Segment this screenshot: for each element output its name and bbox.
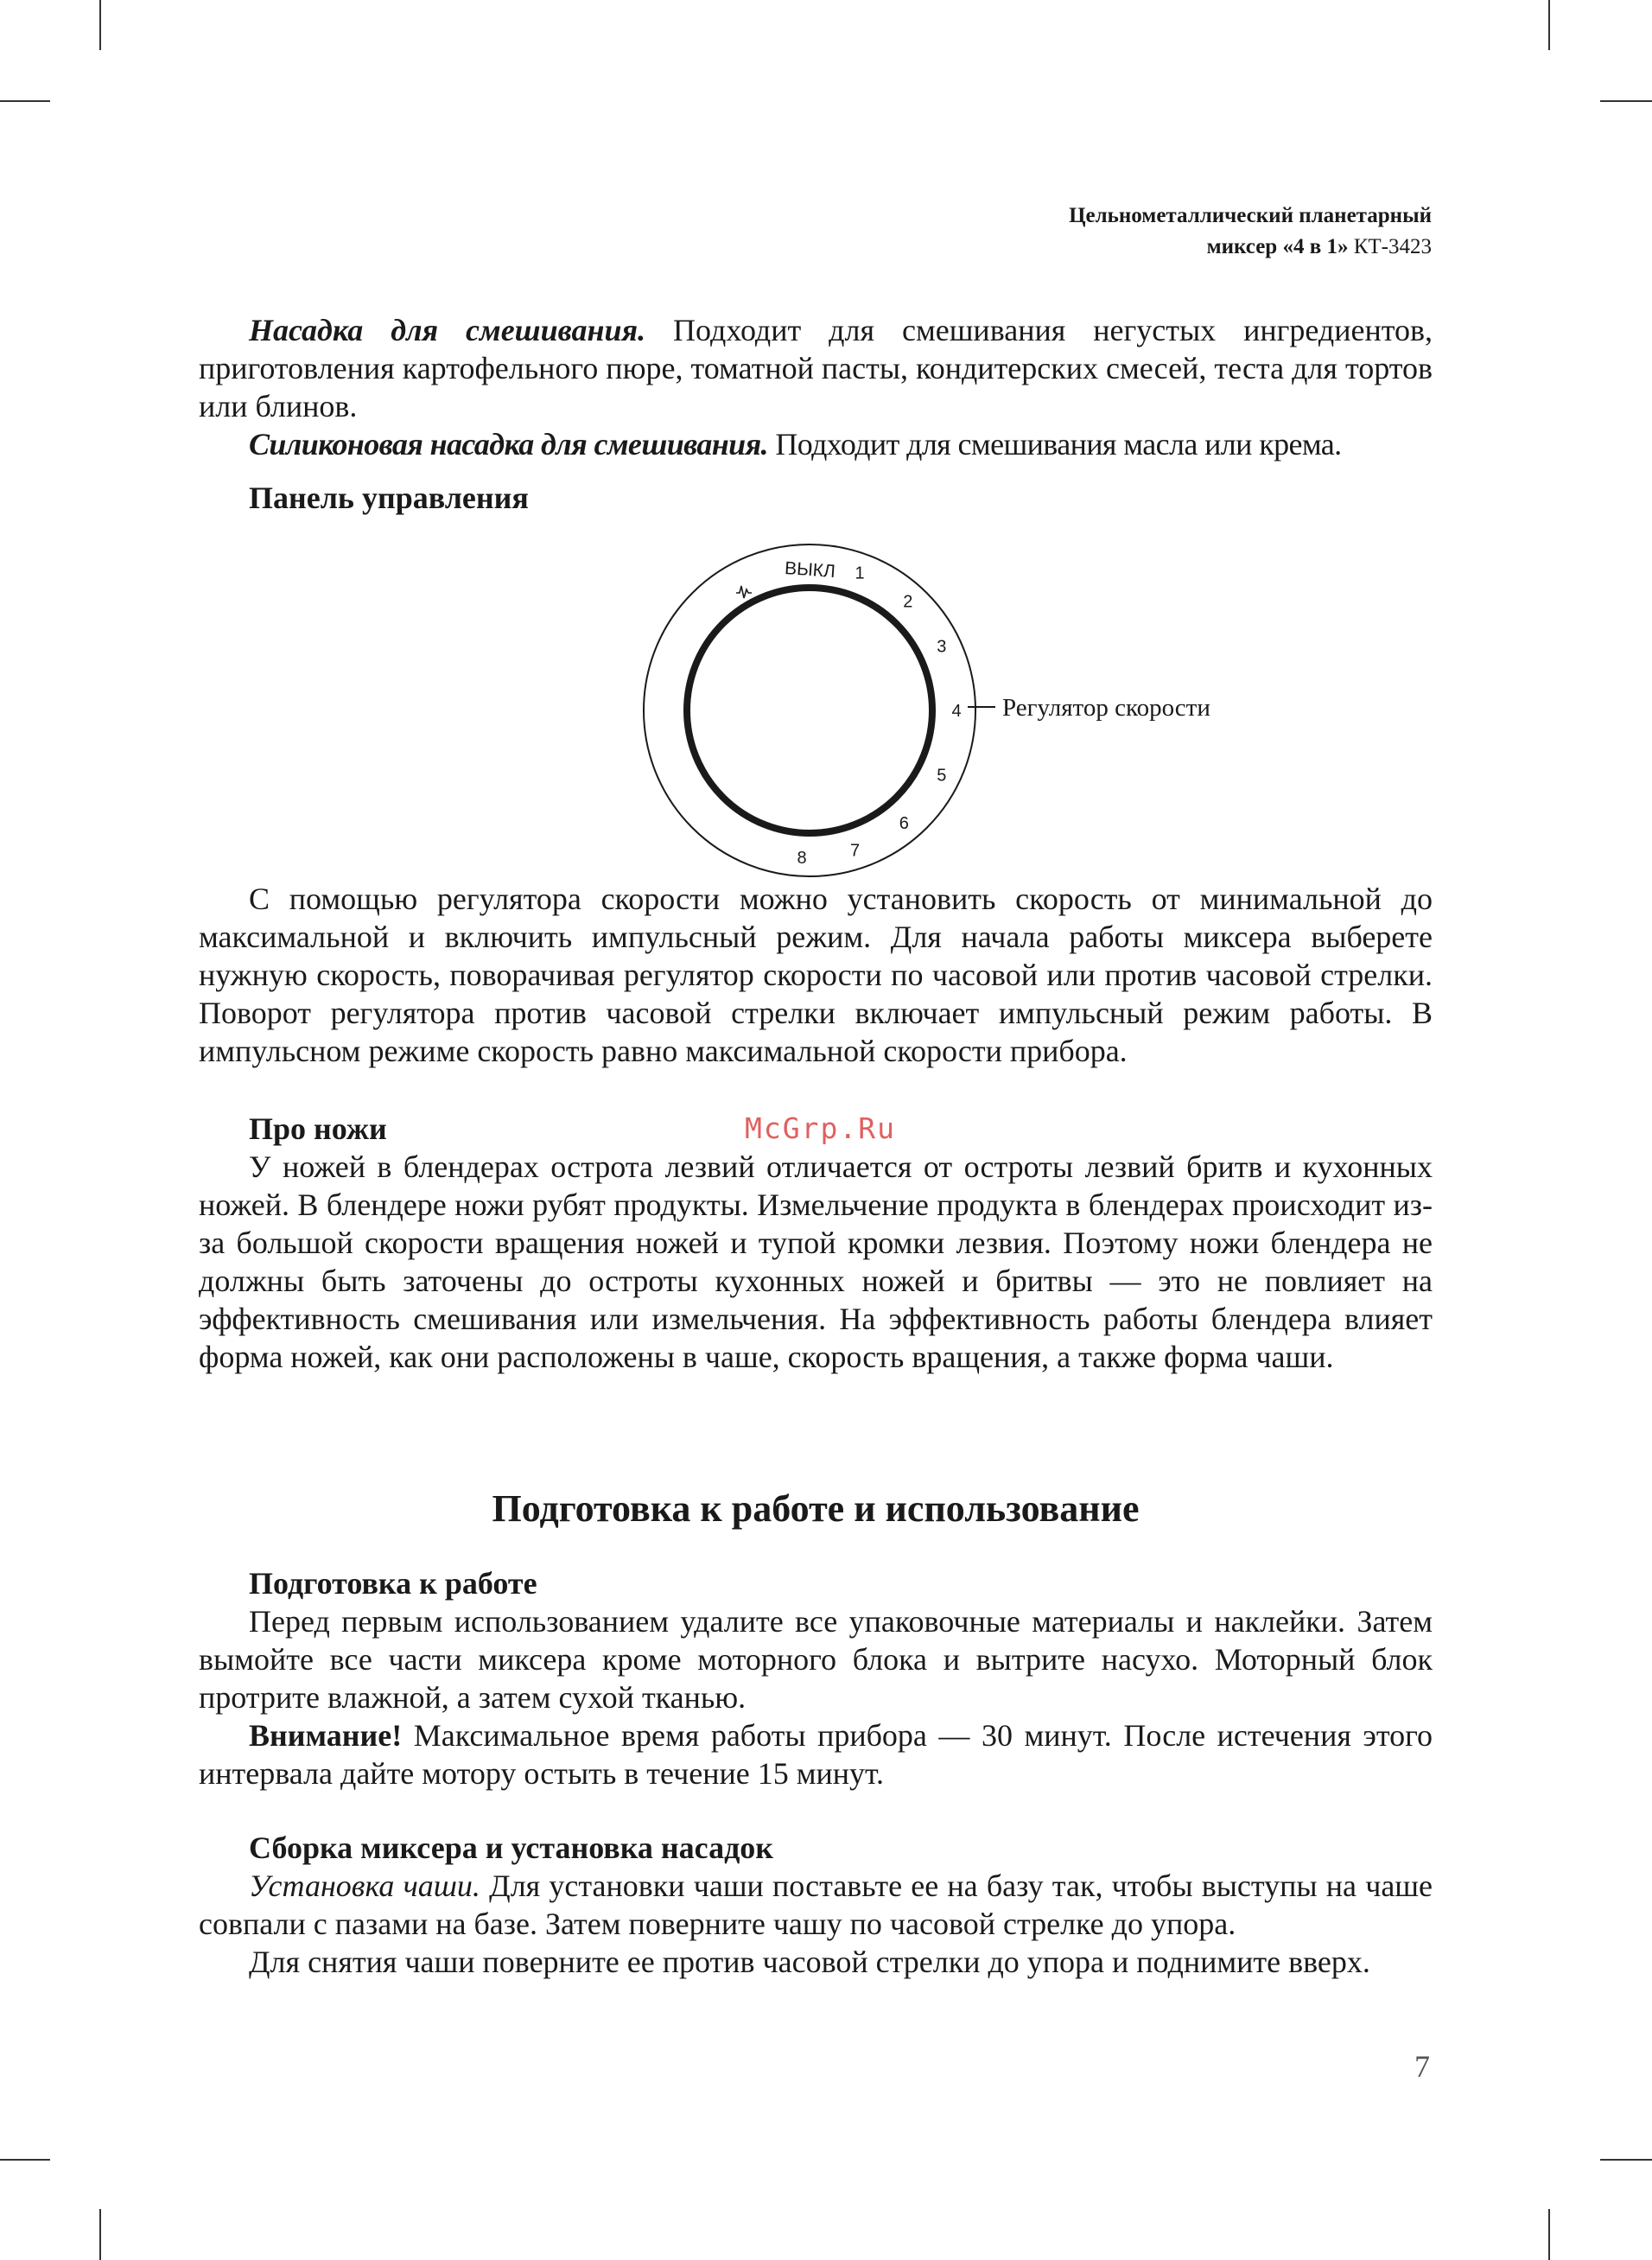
section-title: Подготовка к работе и использование <box>492 1487 1140 1530</box>
callout-label: Регулятор скорости <box>1002 694 1210 722</box>
paragraph-silicone-attachment <box>199 425 1433 463</box>
warning-paragraph <box>199 1716 1433 1792</box>
watermark: McGrp.Ru <box>745 1111 896 1145</box>
prep-paragraph: Перед первым использованием удалите все упаковочные материалы и наклейки. Затем вымойте все части миксера кроме моторного блока и вытрите насухо. Моторный блок протрите влажной, а затем сухой тканью. <box>199 1604 1433 1715</box>
running-header <box>1069 201 1432 263</box>
bowl-paragraph <box>199 1867 1433 1943</box>
bowl-text: Для установки чаши поставьте ее на базу так, чтобы выступы на чаше совпали с пазами на базе. Затем поверните чашу по часовой стрелке до упора. <box>199 1868 1433 1941</box>
warning-lead: Внимание! <box>249 1718 403 1753</box>
assembly-heading: Сборка миксера и установка насадок <box>249 1830 774 1865</box>
header-model: КТ-3423 <box>1353 235 1432 258</box>
crop-mark <box>0 100 50 102</box>
dial-number-3: 3 <box>937 637 947 657</box>
speed-dial-diagram <box>639 543 1261 880</box>
speed-paragraph: С помощью регулятора скорости можно установить скорость от минимальной до максимальной и включить импульсный режим. Для начала работы миксера выберете нужную скорость, поворачивая регулятор скорости по часовой или против часовой стрелки. Поворот регулятора против часовой стрелки включает импульсный режим работы. В импульсном режиме скорость равно максимальной скорости прибора. <box>199 882 1433 1068</box>
dial-number-4: 4 <box>951 702 962 721</box>
dial-outer-ring <box>644 544 975 876</box>
knives-heading: Про ножи <box>249 1111 387 1146</box>
header-line-1: Цельнометаллический планетарный <box>1069 204 1432 227</box>
crop-mark <box>0 2159 50 2161</box>
prep-heading: Подготовка к работе <box>249 1566 537 1601</box>
silicone-attachment-text: Подходит для смешивания масла или крема. <box>767 427 1342 462</box>
bowl-lead: Установка чаши. <box>249 1868 480 1903</box>
knives-paragraph: У ножей в блендерах острота лезвий отличается от остроты лезвий бритв и кухонных ножей. В блендере ножи рубят продукты. Измельчение продукта в блендерах происходит из-за большой скорости вращения ножей и тупой кромки лезвия. Поэтому ножи блендера не должны быть заточены до остроты кухонных ножей и бритвы — это не повлияет на эффективность смешивания или измельчения. На эффективность работы блендера влияет форма ножей, как они расположены в чаше, скорость вращения, а также форма чаши. <box>199 1149 1433 1374</box>
warning-text: Максимальное время работы прибора — 30 минут. После истечения этого интервала дайте мотору остыть в течение 15 минут. <box>199 1718 1433 1791</box>
dial-number-5: 5 <box>937 766 947 786</box>
crop-mark <box>99 0 101 50</box>
dial-number-6: 6 <box>899 814 909 834</box>
mixing-attachment-text: Подходит для смешивания негустых ингредиентов, приготовления картофельного пюре, томатной пасты, кондитерских смесей, теста для тортов или блинов. <box>199 313 1433 423</box>
mixing-attachment-lead: Насадка для смешивания. <box>249 313 646 347</box>
header-line-2 <box>1069 232 1432 263</box>
dial-number-1: 1 <box>855 563 865 583</box>
dial-number-7: 7 <box>849 841 861 861</box>
crop-mark <box>1548 2209 1550 2260</box>
header-product: миксер «4 в 1» <box>1206 235 1349 258</box>
pulse-wave-icon <box>736 586 752 598</box>
control-panel-heading: Панель управления <box>249 481 529 515</box>
crop-mark <box>1600 100 1652 102</box>
silicone-attachment-lead: Силиконовая насадка для смешивания. <box>249 427 768 462</box>
dial-off-label: ВЫКЛ <box>784 557 836 583</box>
dial-number-2: 2 <box>903 592 913 612</box>
crop-mark <box>1600 2159 1652 2161</box>
page-number: 7 <box>1414 2049 1430 2084</box>
dial-number-8: 8 <box>797 848 807 868</box>
paragraph-mixing-attachment <box>199 311 1433 425</box>
crop-mark <box>99 2209 101 2260</box>
dial-knob <box>687 588 932 833</box>
crop-mark <box>1548 0 1550 50</box>
remove-paragraph: Для снятия чаши поверните ее против часовой стрелки до упора и поднимите вверх. <box>249 1945 1370 1979</box>
